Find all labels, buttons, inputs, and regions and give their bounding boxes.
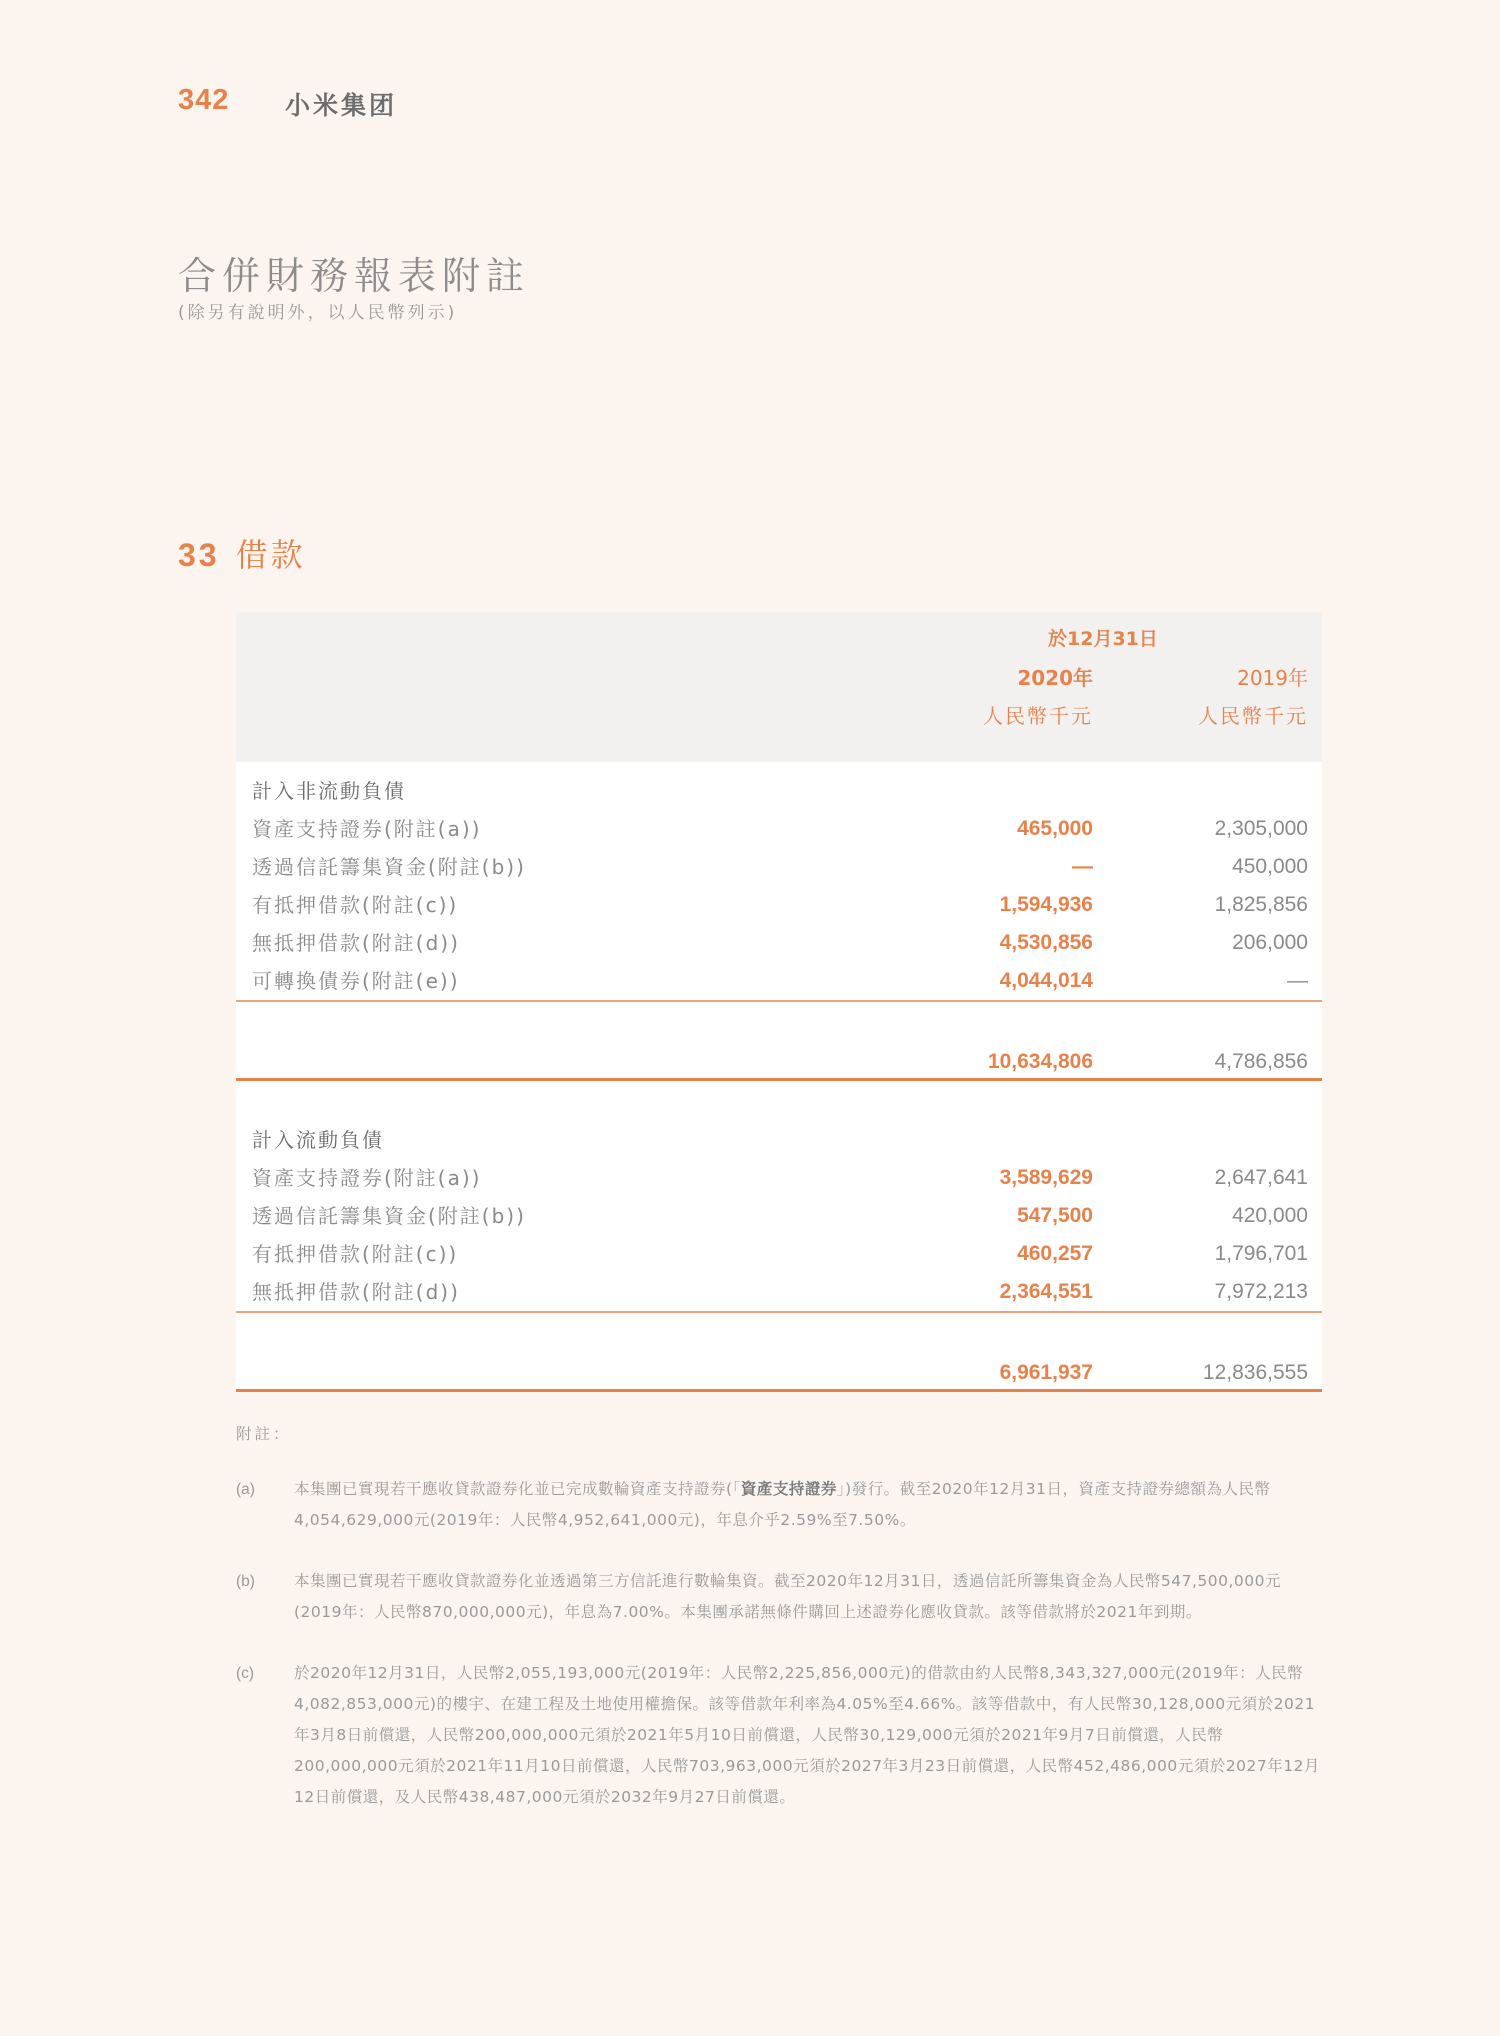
document-title: 合併財務報表附註 — [178, 254, 531, 298]
subtotal-row-non-current — [236, 1018, 1322, 1081]
note-body: 本集團已實現若干應收貸款證券化並透過第三方信託進行數輪集資。截至2020年12月31日，透過信託所籌集資金為人民幣547,500,000元(2019年：人民幣870,000,000元)，年息為7.00%。本集團承諾無條件購回上述證券化應收貸款。該等借款將於2021年到期。 — [294, 1572, 1282, 1621]
note-body: 本集團已實現若干應收貸款證券化並已完成數輪資產支持證券(「資產支持證券」)發行。截至2020年12月31日，資產支持證券總額為人民幣4,054,629,000元(2019年：人民幣4,952,641,000元)，年息介乎2.59%至7.50%。 — [294, 1480, 1271, 1529]
value-2020: 465,000 — [1017, 817, 1093, 840]
group-title-current: 計入流動負債 — [252, 1128, 384, 1152]
note-body: 於2020年12月31日，人民幣2,055,193,000元(2019年：人民幣2,225,856,000元)的借款由約人民幣8,343,327,000元(2019年：人民幣4,082,853,000元)的樓宇、在建工程及土地使用權擔保。該等借款年利率為4.05%至4.66%。該等借款中，有人民幣30,128,000元須於2021年3月8日前償還，人民幣200,000,000元須於2021年5月10日前償還，人民幣30,129,000元須於2021年9月7日前償還，人民幣200,000,000元須於2021年11月10日前償還，人民幣703,963,000元須於2027年3月23日前償還，人民幣452,486,000元須於2027年12月12日前償還，及人民幣438,487,000元須於2032年9月27日前償還。 — [294, 1664, 1320, 1806]
value-2020: 547,500 — [1017, 1204, 1093, 1227]
table-row — [236, 810, 1322, 848]
note-item — [236, 1658, 1326, 1813]
row-label: 資產支持證券(附註(a)) — [252, 1166, 482, 1190]
subtotal-2019: 4,786,856 — [1214, 1050, 1308, 1073]
value-2019: 2,305,000 — [1214, 817, 1308, 840]
note-item — [236, 1566, 1326, 1628]
value-2019: 206,000 — [1232, 931, 1308, 954]
table-row — [236, 886, 1322, 924]
row-label: 無抵押借款(附註(d)) — [252, 1280, 460, 1304]
section-heading — [178, 530, 306, 576]
table-row — [236, 1159, 1322, 1197]
value-2019: 1,796,701 — [1214, 1242, 1308, 1265]
note-tag: (c) — [236, 1665, 255, 1682]
value-2019: 420,000 — [1232, 1204, 1308, 1227]
subtotal-2020: 10,634,806 — [987, 1050, 1093, 1073]
value-2020: 2,364,551 — [999, 1280, 1093, 1303]
table-body — [236, 762, 1322, 1392]
divider — [236, 1000, 1322, 1018]
value-2020: — — [1072, 855, 1093, 878]
value-2019: 2,647,641 — [1214, 1166, 1308, 1189]
table-row — [236, 848, 1322, 886]
table-row — [236, 1235, 1322, 1273]
value-2020: 4,530,856 — [999, 931, 1093, 954]
note-tag: (a) — [236, 1481, 255, 1498]
borrowings-table — [236, 612, 1322, 1392]
table-row — [236, 962, 1322, 1000]
subtotal-row-current — [236, 1329, 1322, 1392]
column-unit-2019: 人民幣千元 — [1198, 704, 1308, 728]
value-2020: 4,044,014 — [999, 969, 1093, 992]
column-unit-2020: 人民幣千元 — [983, 704, 1093, 728]
table-header — [236, 612, 1322, 762]
document-subtitle: (除另有說明外，以人民幣列示) — [178, 303, 458, 323]
value-2019: 450,000 — [1232, 855, 1308, 878]
row-label: 可轉換債券(附註(e)) — [252, 969, 460, 993]
row-label: 有抵押借款(附註(c)) — [252, 893, 459, 917]
value-2020: 3,589,629 — [999, 1166, 1093, 1189]
group-title-non-current: 計入非流動負債 — [252, 779, 406, 803]
value-2019: 7,972,213 — [1214, 1280, 1308, 1303]
row-label: 透過信託籌集資金(附註(b)) — [252, 855, 526, 879]
table-row — [236, 1273, 1322, 1311]
section-number: 33 — [178, 537, 220, 573]
subtotal-2020: 6,961,937 — [999, 1361, 1093, 1384]
column-year-2019: 2019年 — [1237, 666, 1308, 690]
value-2019: — — [1287, 969, 1308, 992]
row-label: 資產支持證券(附註(a)) — [252, 817, 482, 841]
subtotal-2019: 12,836,555 — [1202, 1361, 1308, 1384]
value-2020: 460,257 — [1017, 1242, 1093, 1265]
notes-section — [236, 1422, 1326, 1843]
row-label: 有抵押借款(附註(c)) — [252, 1242, 459, 1266]
table-row — [236, 1197, 1322, 1235]
table-row — [236, 924, 1322, 962]
row-label: 無抵押借款(附註(d)) — [252, 931, 460, 955]
row-label: 透過信託籌集資金(附註(b)) — [252, 1204, 526, 1228]
value-2019: 1,825,856 — [1214, 893, 1308, 916]
page-number: 342 — [178, 84, 230, 116]
notes-title: 附註： — [236, 1425, 292, 1443]
section-title: 借款 — [235, 536, 306, 574]
value-2020: 1,594,936 — [999, 893, 1093, 916]
period-label: 於12月31日 — [1048, 628, 1158, 650]
divider — [236, 1311, 1322, 1329]
note-tag: (b) — [236, 1573, 255, 1590]
note-item — [236, 1474, 1326, 1536]
company-name: 小米集团 — [285, 91, 398, 120]
column-year-2020: 2020年 — [1017, 666, 1093, 690]
